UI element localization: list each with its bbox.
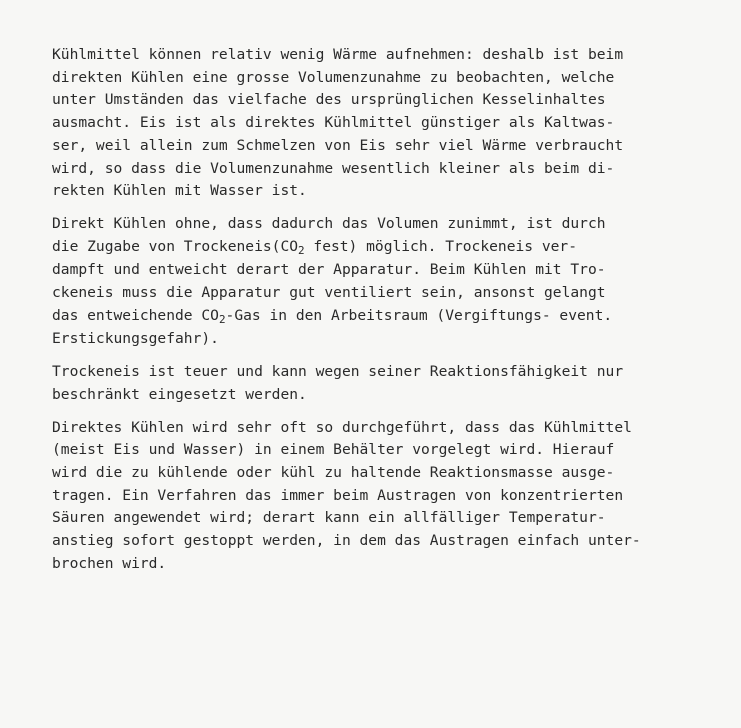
text-line: Kühlmittel können relativ wenig Wärme aufnehmen: deshalb ist beim [52, 46, 624, 63]
text-line: unter Umständen das vielfache des ursprünglichen Kesselinhaltes [52, 91, 606, 109]
text-line-with-subscript: das entweichende $CO_2$-Gas in den Arbeitsraum (Vergiftungs- event. [52, 306, 613, 326]
text-line: Säuren angewendet wird; derart kann ein allfälliger Temperatur- [52, 509, 606, 527]
text-line: Direktes Kühlen wird sehr oft so durchgeführt, dass das Kühlmittel [52, 418, 632, 436]
text-line: Direkt Kühlen ohne, dass dadurch das Volumen zunimmt, ist durch [52, 214, 606, 232]
text-line: ckeneis muss die Apparatur gut ventiliert sein, ansonst gelangt [52, 284, 606, 302]
text-line: direkten Kühlen eine grosse Volumenzunahme zu beobachten, welche [52, 68, 615, 86]
text-line: anstieg sofort gestoppt werden, in dem das Austragen einfach unter- [52, 532, 641, 550]
text-line: Trockeneis ist teuer und kann wegen seiner Reaktionsfähigkeit nur [52, 363, 624, 381]
document-body [52, 44, 736, 585]
paragraph-1 [52, 44, 736, 203]
text-line: brochen wird. [52, 554, 167, 572]
text-line-with-subscript: die Zugabe von $Trockeneis(CO_2$ fest) möglich. Trockeneis ver- [52, 237, 577, 257]
text-line: ausmacht. Eis ist als direktes Kühlmittel günstiger als Kaltwas- [52, 114, 615, 132]
text-line: beschränkt eingesetzt werden. [52, 385, 307, 403]
paragraph-4 [52, 417, 736, 576]
text-line: rekten Kühlen mit Wasser ist. [52, 182, 307, 200]
text-line: wird, so dass die Volumenzunahme wesentlich kleiner als beim di- [52, 159, 615, 177]
text-line: (meist Eis und Wasser) in einem Behälter vorgelegt wird. Hierauf [52, 441, 615, 459]
text-line: dampft und entweicht derart der Apparatur. Beim Kühlen mit Tro- [52, 261, 606, 279]
text-line: tragen. Ein Verfahren das immer beim Austragen von konzentrierten [52, 486, 624, 504]
subscript-digit: 2 [218, 312, 226, 326]
text-line: ser, weil allein zum Schmelzen von Eis sehr viel Wärme verbraucht [52, 136, 624, 154]
subscript-digit: 2 [298, 243, 305, 257]
text-line: wird die zu kühlende oder kühl zu haltende Reaktionsmasse ausge- [52, 463, 615, 481]
paragraph-2 [52, 213, 736, 351]
paragraph-3 [52, 361, 736, 406]
text-line: Erstickungsgefahr). [52, 330, 219, 348]
